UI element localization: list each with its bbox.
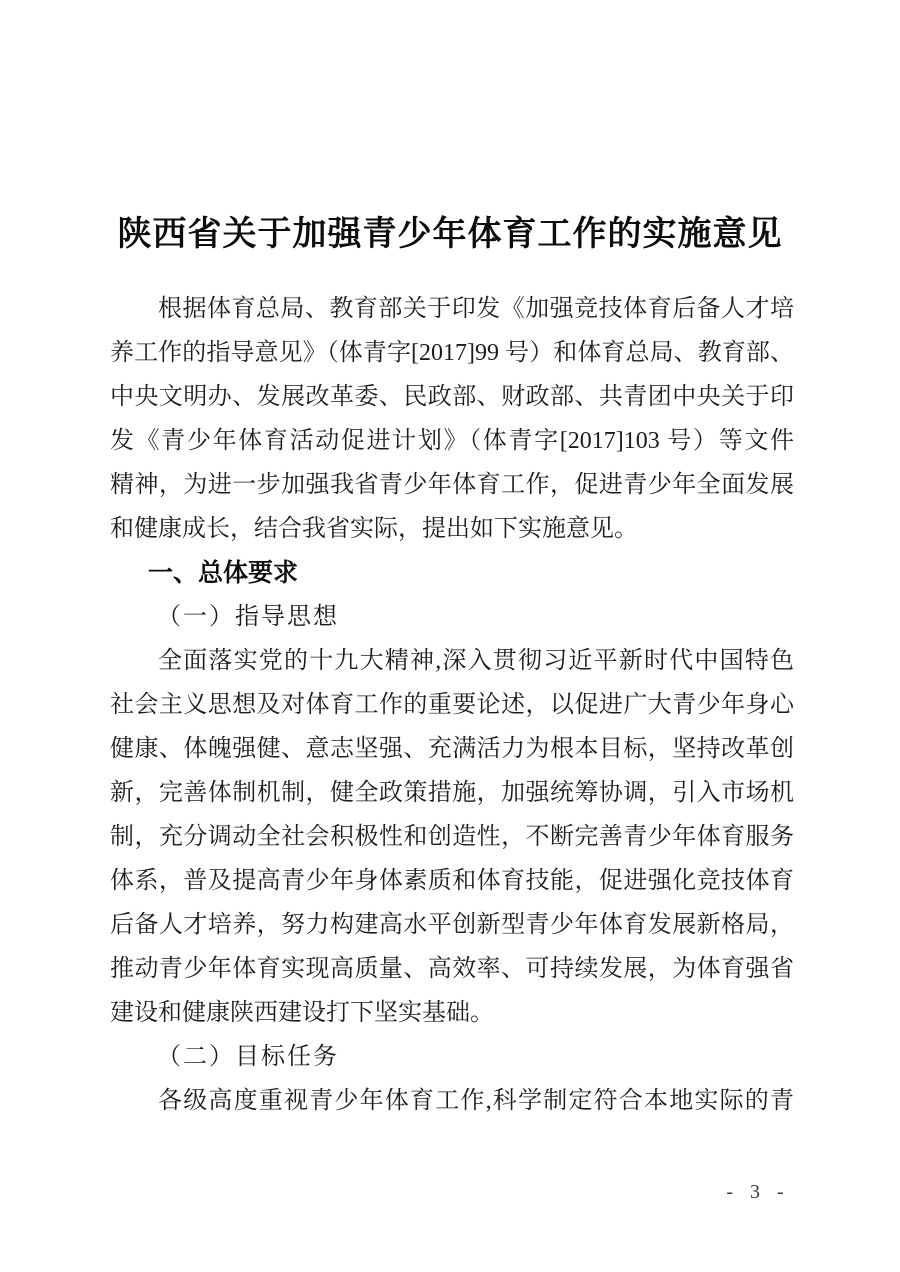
paragraph2-line: 体系，普及提高青少年身体素质和体育技能，促进强化竞技体育 [110,868,794,894]
document-body [110,287,794,1123]
section1-heading: 一、总体要求 [148,559,299,587]
paragraph2-line: 新，完善体制机制，健全政策措施，加强统筹协调，引入市场机 [110,780,794,806]
subsection1-heading: （一）指导思想 [157,604,339,630]
paragraph1-line: 和健康成长，结合我省实际，提出如下实施意见。 [110,516,638,542]
subsection2-heading: （二）目标任务 [157,1044,339,1070]
paragraph2-line: 全面落实党的十九大精神,深入贯彻习近平新时代中国特色 [158,648,794,674]
paragraph1-line: 根据体育总局、教育部关于印发《加强竞技体育后备人才培 [158,296,794,322]
paragraph2-line: 推动青少年体育实现高质量、高效率、可持续发展，为体育强省 [110,956,794,982]
paragraph1-line: 精神，为进一步加强我省青少年体育工作，促进青少年全面发展 [110,472,794,498]
paragraph1-line: 养工作的指导意见》（体青字[2017]99 号）和体育总局、教育部、 [110,340,794,366]
paragraph3-line: 各级高度重视青少年体育工作,科学制定符合本地实际的青 [158,1088,794,1114]
paragraph2-line: 后备人才培养，努力构建高水平创新型青少年体育发展新格局， [110,912,794,938]
paragraph2-line: 社会主义思想及对体育工作的重要论述，以促进广大青少年身心 [110,692,794,718]
document-title: 陕西省关于加强青少年体育工作的实施意见 [117,216,783,253]
paragraph2-line: 健康、体魄强健、意志坚强、充满活力为根本目标，坚持改革创 [110,736,794,762]
paragraph1-line: 发《青少年体育活动促进计划》（体青字[2017]103 号）等文件 [110,428,794,454]
paragraph2-line: 制，充分调动全社会积极性和创造性，不断完善青少年体育服务 [110,824,794,850]
page-number: - 3 - [726,1181,790,1203]
paragraph1-line: 中央文明办、发展改革委、民政部、财政部、共青团中央关于印 [110,384,794,410]
paragraph2-line: 建设和健康陕西建设打下坚实基础。 [110,1000,494,1026]
